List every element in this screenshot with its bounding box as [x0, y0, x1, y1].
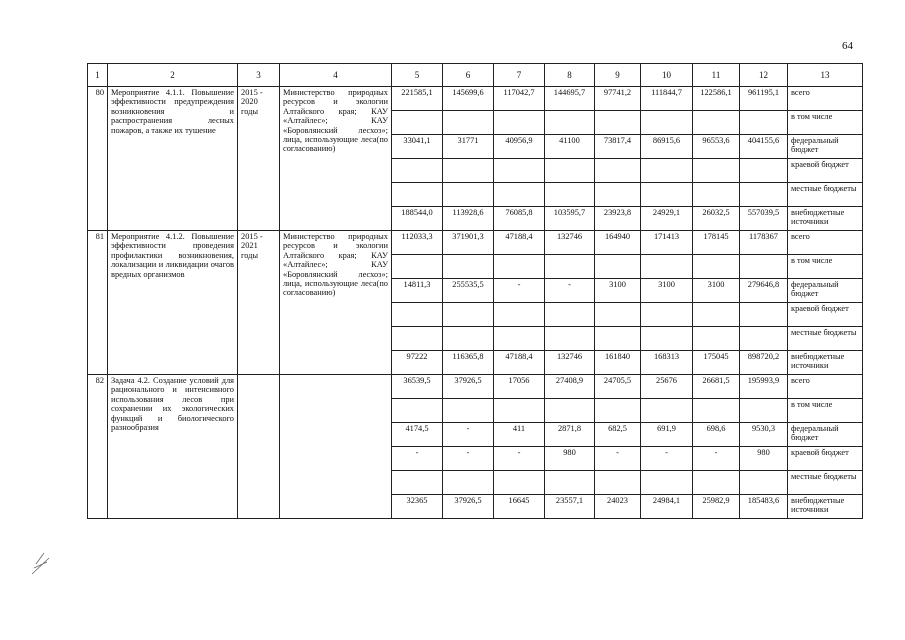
value-cell: 3100 [693, 279, 740, 303]
value-cell: - [641, 447, 693, 471]
value-cell: 97741,2 [595, 87, 641, 111]
value-cell [443, 471, 494, 495]
value-cell: 117042,7 [494, 87, 545, 111]
value-cell: 47188,4 [494, 231, 545, 255]
value-cell [392, 399, 443, 423]
value-cell [443, 303, 494, 327]
value-cell [494, 399, 545, 423]
value-cell: 112033,3 [392, 231, 443, 255]
header-cell: 3 [238, 64, 280, 87]
value-cell: 25676 [641, 375, 693, 399]
executors [280, 375, 392, 519]
value-cell: 255535,5 [443, 279, 494, 303]
value-cell: 24023 [595, 495, 641, 519]
funding-source: федеральный бюджет [788, 423, 863, 447]
value-cell: 73817,4 [595, 135, 641, 159]
value-cell: - [392, 447, 443, 471]
value-cell [641, 303, 693, 327]
table-row [88, 375, 863, 399]
value-cell [392, 183, 443, 207]
value-cell: 116365,8 [443, 351, 494, 375]
row-index: 81 [88, 231, 108, 375]
value-cell: 97222 [392, 351, 443, 375]
value-cell: 2871,8 [545, 423, 595, 447]
value-cell [740, 159, 788, 183]
value-cell: 961195,1 [740, 87, 788, 111]
value-cell [392, 471, 443, 495]
value-cell [545, 471, 595, 495]
value-cell: 195993,9 [740, 375, 788, 399]
header-cell: 13 [788, 64, 863, 87]
value-cell [443, 255, 494, 279]
value-cell: 980 [545, 447, 595, 471]
value-cell [740, 303, 788, 327]
table-row [88, 231, 863, 255]
value-cell [641, 399, 693, 423]
value-cell [494, 255, 545, 279]
funding-source: федеральный бюджет [788, 135, 863, 159]
value-cell: - [443, 447, 494, 471]
value-cell [693, 111, 740, 135]
value-cell: 188544,0 [392, 207, 443, 231]
table-row [88, 87, 863, 111]
value-cell: 132746 [545, 351, 595, 375]
value-cell: 171413 [641, 231, 693, 255]
value-cell: - [494, 279, 545, 303]
value-cell: 144695,7 [545, 87, 595, 111]
value-cell [494, 471, 545, 495]
row-index: 80 [88, 87, 108, 231]
value-cell: 36539,5 [392, 375, 443, 399]
value-cell: 178145 [693, 231, 740, 255]
header-cell: 4 [280, 64, 392, 87]
value-cell: - [693, 447, 740, 471]
value-cell: 1178367 [740, 231, 788, 255]
value-cell [443, 111, 494, 135]
value-cell: 24705,5 [595, 375, 641, 399]
value-cell [693, 399, 740, 423]
header-cell: 6 [443, 64, 494, 87]
value-cell [641, 111, 693, 135]
value-cell [494, 159, 545, 183]
value-cell [641, 183, 693, 207]
value-cell: 557039,5 [740, 207, 788, 231]
funding-source: внебюджетные источники [788, 495, 863, 519]
value-cell: 404155,6 [740, 135, 788, 159]
value-cell: 24929,1 [641, 207, 693, 231]
value-cell: 40956,9 [494, 135, 545, 159]
value-cell: 185483,6 [740, 495, 788, 519]
funding-source: краевой бюджет [788, 303, 863, 327]
value-cell: 122586,1 [693, 87, 740, 111]
value-cell [740, 111, 788, 135]
value-cell: 3100 [595, 279, 641, 303]
value-cell: 111844,7 [641, 87, 693, 111]
funding-source: федеральный бюджет [788, 279, 863, 303]
value-cell [595, 399, 641, 423]
value-cell: 37926,5 [443, 375, 494, 399]
period-years [238, 375, 280, 519]
value-cell: 132746 [545, 231, 595, 255]
value-cell: 37926,5 [443, 495, 494, 519]
funding-source: всего [788, 231, 863, 255]
value-cell [545, 399, 595, 423]
value-cell: 411 [494, 423, 545, 447]
value-cell [494, 327, 545, 351]
value-cell [545, 327, 595, 351]
period-years: 2015 - 2021 годы [238, 231, 280, 375]
value-cell [595, 111, 641, 135]
value-cell [641, 471, 693, 495]
funding-source: краевой бюджет [788, 159, 863, 183]
measure-description: Мероприятие 4.1.2. Повышение эффективности проведения профилактики возникновения, локализации и ликвидации очагов вредных организмов [108, 231, 238, 375]
value-cell: 682,5 [595, 423, 641, 447]
funding-source: в том числе [788, 111, 863, 135]
handwritten-mark [30, 550, 52, 576]
value-cell: 33041,1 [392, 135, 443, 159]
value-cell: 32365 [392, 495, 443, 519]
value-cell [595, 471, 641, 495]
value-cell: 371901,3 [443, 231, 494, 255]
value-cell [392, 303, 443, 327]
header-cell: 10 [641, 64, 693, 87]
value-cell: 41100 [545, 135, 595, 159]
funding-source: местные бюджеты [788, 183, 863, 207]
value-cell [641, 159, 693, 183]
value-cell [693, 159, 740, 183]
value-cell [443, 183, 494, 207]
value-cell [494, 303, 545, 327]
executors: Министерство природных ресурсов и экологии Алтайского края; КАУ «Алтайлес»; КАУ «Боровлянский лесхоз»; лица, использующие леса(по согласованию) [280, 87, 392, 231]
executors: Министерство природных ресурсов и экологии Алтайского края; КАУ «Алтайлес»; КАУ «Боровлянский лесхоз»; лица, использующие леса(по согласованию) [280, 231, 392, 375]
value-cell: 86915,6 [641, 135, 693, 159]
value-cell: 24984,1 [641, 495, 693, 519]
value-cell: 175045 [693, 351, 740, 375]
header-cell: 12 [740, 64, 788, 87]
value-cell [693, 471, 740, 495]
value-cell [392, 159, 443, 183]
value-cell: 103595,7 [545, 207, 595, 231]
value-cell: 31771 [443, 135, 494, 159]
value-cell: 145699,6 [443, 87, 494, 111]
value-cell [595, 327, 641, 351]
value-cell: 898720,2 [740, 351, 788, 375]
value-cell [392, 111, 443, 135]
funding-source: краевой бюджет [788, 447, 863, 471]
value-cell [693, 255, 740, 279]
value-cell: 27408,9 [545, 375, 595, 399]
value-cell [693, 327, 740, 351]
budget-table [87, 63, 863, 519]
value-cell [443, 327, 494, 351]
value-cell: 23923,8 [595, 207, 641, 231]
value-cell: 164940 [595, 231, 641, 255]
value-cell: 4174,5 [392, 423, 443, 447]
value-cell [545, 111, 595, 135]
value-cell [443, 399, 494, 423]
header-cell: 9 [595, 64, 641, 87]
value-cell [392, 255, 443, 279]
value-cell [740, 327, 788, 351]
value-cell: 113928,6 [443, 207, 494, 231]
measure-description: Задача 4.2. Создание условий для рационального и интенсивного использования лесов при сохранении их экологических функций и биологического разнообразия [108, 375, 238, 519]
value-cell [740, 471, 788, 495]
value-cell: - [494, 447, 545, 471]
value-cell [595, 183, 641, 207]
value-cell: 221585,1 [392, 87, 443, 111]
value-cell: 47188,4 [494, 351, 545, 375]
value-cell [545, 183, 595, 207]
value-cell [443, 159, 494, 183]
value-cell: 16645 [494, 495, 545, 519]
funding-source: всего [788, 375, 863, 399]
value-cell: 96553,6 [693, 135, 740, 159]
value-cell [595, 159, 641, 183]
value-cell [693, 183, 740, 207]
value-cell [740, 255, 788, 279]
funding-source: внебюджетные источники [788, 207, 863, 231]
value-cell: 3100 [641, 279, 693, 303]
value-cell: 279646,8 [740, 279, 788, 303]
page-number: 64 [842, 40, 853, 52]
value-cell: 698,6 [693, 423, 740, 447]
header-cell: 8 [545, 64, 595, 87]
value-cell [545, 255, 595, 279]
row-index: 82 [88, 375, 108, 519]
header-cell: 7 [494, 64, 545, 87]
value-cell: 25982,9 [693, 495, 740, 519]
funding-source: в том числе [788, 255, 863, 279]
value-cell [641, 255, 693, 279]
value-cell: 26681,5 [693, 375, 740, 399]
value-cell: 691,9 [641, 423, 693, 447]
value-cell: 168313 [641, 351, 693, 375]
value-cell: 980 [740, 447, 788, 471]
header-cell: 1 [88, 64, 108, 87]
value-cell: 9530,3 [740, 423, 788, 447]
funding-source: внебюджетные источники [788, 351, 863, 375]
table-header-row [88, 64, 863, 87]
value-cell [595, 255, 641, 279]
header-cell: 2 [108, 64, 238, 87]
funding-source: местные бюджеты [788, 327, 863, 351]
funding-source: местные бюджеты [788, 471, 863, 495]
value-cell [595, 303, 641, 327]
funding-source: в том числе [788, 399, 863, 423]
value-cell: - [443, 423, 494, 447]
period-years: 2015 - 2020 годы [238, 87, 280, 231]
value-cell: - [595, 447, 641, 471]
value-cell: 161840 [595, 351, 641, 375]
value-cell [693, 303, 740, 327]
header-cell: 5 [392, 64, 443, 87]
value-cell: 23557,1 [545, 495, 595, 519]
value-cell: 14811,3 [392, 279, 443, 303]
value-cell: 76085,8 [494, 207, 545, 231]
value-cell: 17056 [494, 375, 545, 399]
funding-source: всего [788, 87, 863, 111]
value-cell [392, 327, 443, 351]
value-cell [545, 303, 595, 327]
value-cell [740, 183, 788, 207]
value-cell [740, 399, 788, 423]
value-cell: 26032,5 [693, 207, 740, 231]
value-cell [494, 111, 545, 135]
value-cell: - [545, 279, 595, 303]
value-cell [494, 183, 545, 207]
measure-description: Мероприятие 4.1.1. Повышение эффективности предупреждения возникновения и распространения лесных пожаров, а также их тушение [108, 87, 238, 231]
value-cell [545, 159, 595, 183]
header-cell: 11 [693, 64, 740, 87]
value-cell [641, 327, 693, 351]
